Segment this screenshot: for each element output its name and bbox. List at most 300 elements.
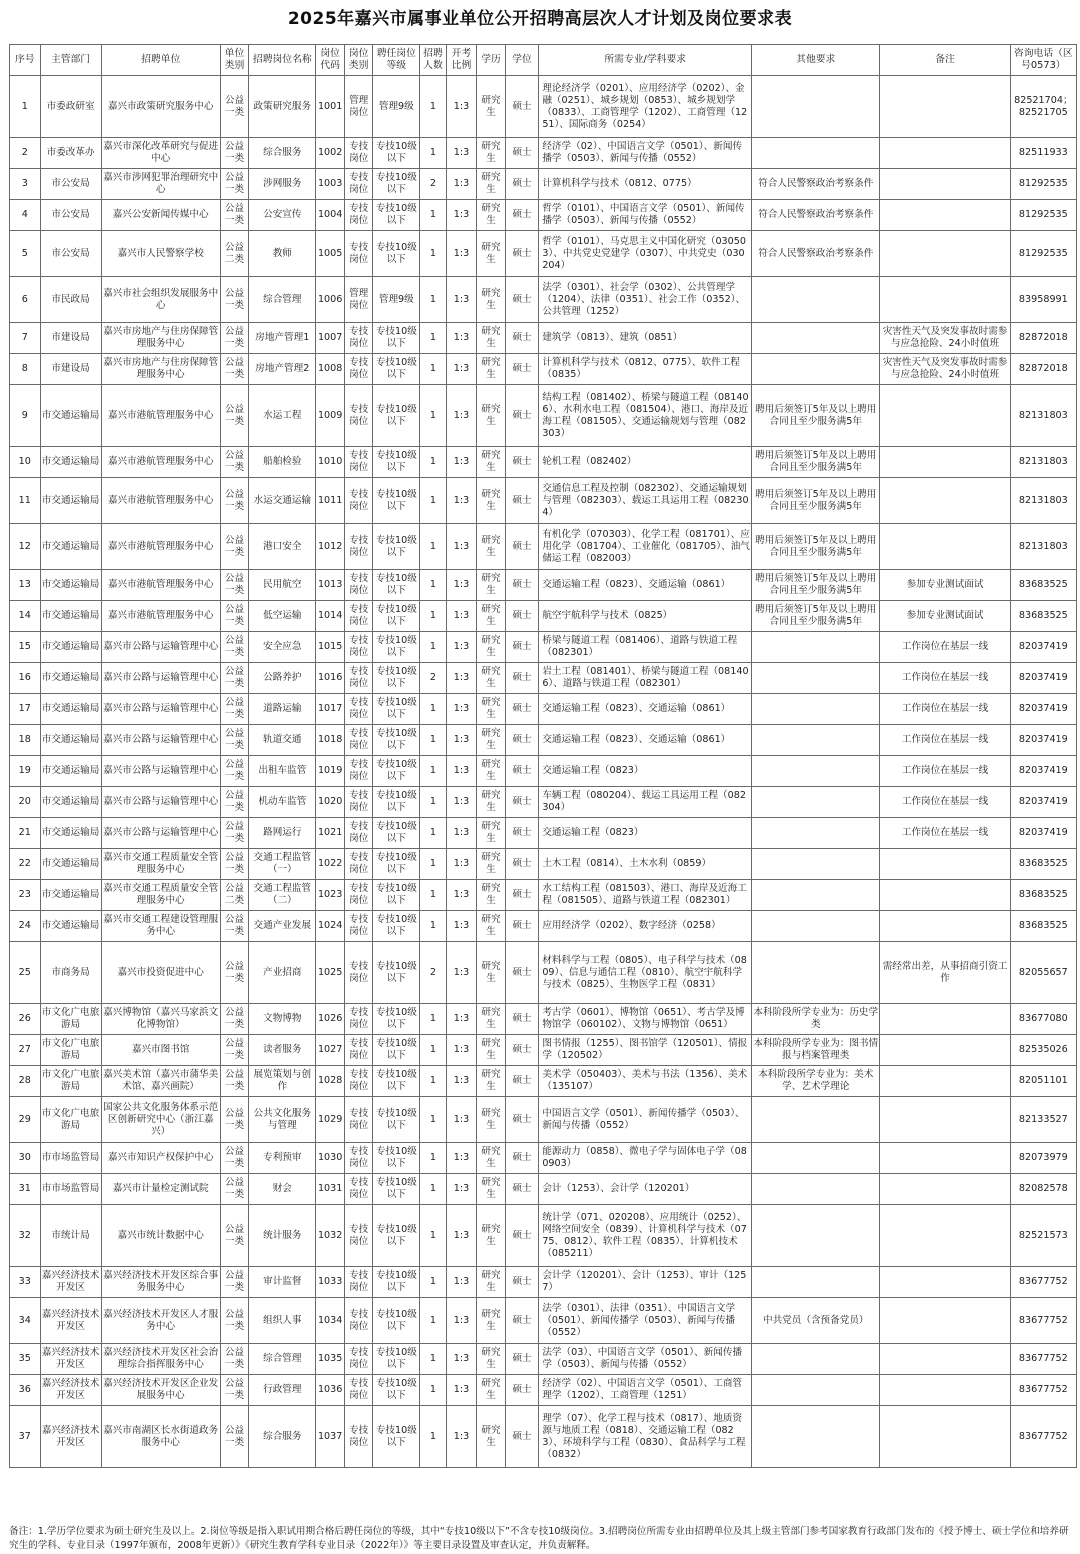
cell-position-code: 1028 bbox=[316, 1066, 345, 1097]
cell-degree: 硕士 bbox=[505, 1375, 539, 1406]
cell-unit: 嘉兴市交通工程质量安全管理服务中心 bbox=[101, 849, 220, 880]
cell-phone: 82037419 bbox=[1010, 694, 1076, 725]
cell-phone: 82131803 bbox=[1010, 447, 1076, 478]
table-row bbox=[10, 277, 1077, 323]
table-row bbox=[10, 694, 1077, 725]
cell-other-requirements bbox=[752, 1375, 880, 1406]
cell-degree: 硕士 bbox=[505, 1174, 539, 1205]
table-row bbox=[10, 1344, 1077, 1375]
cell-department: 市交通运输局 bbox=[40, 570, 101, 601]
cell-seq: 11 bbox=[10, 478, 41, 524]
cell-remarks bbox=[880, 1375, 1010, 1406]
cell-headcount: 1 bbox=[420, 1035, 446, 1066]
cell-degree: 硕士 bbox=[505, 1066, 539, 1097]
table-row bbox=[10, 323, 1077, 354]
cell-phone: 83677752 bbox=[1010, 1298, 1076, 1344]
cell-position-level: 专技10级以下 bbox=[373, 787, 420, 818]
cell-position-code: 1030 bbox=[316, 1143, 345, 1174]
cell-unit-type: 公益一类 bbox=[220, 756, 249, 787]
cell-exam-ratio: 1:3 bbox=[446, 911, 477, 942]
cell-department: 嘉兴经济技术开发区 bbox=[40, 1344, 101, 1375]
cell-position-name: 政策研究服务 bbox=[249, 76, 316, 138]
cell-seq: 29 bbox=[10, 1097, 41, 1143]
cell-major-requirements: 经济学（02）、中国语言文学（0501）、新闻传播学（0503）、新闻与传播（0552） bbox=[539, 138, 752, 169]
page-title: 2025年嘉兴市属事业单位公开招聘高层次人才计划及岗位要求表 bbox=[287, 9, 793, 29]
cell-other-requirements bbox=[752, 849, 880, 880]
cell-remarks bbox=[880, 1035, 1010, 1066]
cell-phone: 83958991 bbox=[1010, 277, 1076, 323]
cell-other-requirements: 符合人民警察政治考察条件 bbox=[752, 231, 880, 277]
cell-position-level: 专技10级以下 bbox=[373, 200, 420, 231]
cell-seq: 8 bbox=[10, 354, 41, 385]
cell-other-requirements bbox=[752, 1097, 880, 1143]
cell-department: 市市场监管局 bbox=[40, 1174, 101, 1205]
cell-seq: 18 bbox=[10, 725, 41, 756]
table-row bbox=[10, 447, 1077, 478]
cell-degree: 硕士 bbox=[505, 1344, 539, 1375]
cell-unit-type: 公益一类 bbox=[220, 354, 249, 385]
cell-phone: 83683525 bbox=[1010, 849, 1076, 880]
cell-unit-type: 公益一类 bbox=[220, 1174, 249, 1205]
table-row bbox=[10, 138, 1077, 169]
cell-position-code: 1010 bbox=[316, 447, 345, 478]
cell-position-category: 专技岗位 bbox=[344, 1344, 373, 1375]
cell-position-category: 管理岗位 bbox=[344, 277, 373, 323]
cell-position-level: 专技10级以下 bbox=[373, 1066, 420, 1097]
cell-unit-type: 公益一类 bbox=[220, 1205, 249, 1267]
cell-other-requirements bbox=[752, 1344, 880, 1375]
table-row bbox=[10, 1097, 1077, 1143]
cell-phone: 82037419 bbox=[1010, 725, 1076, 756]
cell-position-category: 专技岗位 bbox=[344, 1143, 373, 1174]
cell-position-name: 路网运行 bbox=[249, 818, 316, 849]
cell-position-name: 出租车监管 bbox=[249, 756, 316, 787]
cell-position-code: 1017 bbox=[316, 694, 345, 725]
cell-major-requirements: 桥梁与隧道工程（081406）、道路与铁道工程（082301） bbox=[539, 632, 752, 663]
cell-major-requirements: 理论经济学（0201）、应用经济学（0202）、金融（0251）、城乡规划（0853）、城乡规划学（0833）、工商管理学（1202）、工商管理（1251）、国际商务（0254） bbox=[539, 76, 752, 138]
cell-remarks: 工作岗位在基层一线 bbox=[880, 787, 1010, 818]
cell-unit-type: 公益一类 bbox=[220, 323, 249, 354]
cell-position-name: 房地产管理2 bbox=[249, 354, 316, 385]
cell-education: 研究生 bbox=[477, 385, 506, 447]
cell-exam-ratio: 1:3 bbox=[446, 1298, 477, 1344]
cell-seq: 24 bbox=[10, 911, 41, 942]
cell-degree: 硕士 bbox=[505, 478, 539, 524]
cell-exam-ratio: 1:3 bbox=[446, 478, 477, 524]
cell-position-name: 公共文化服务与管理 bbox=[249, 1097, 316, 1143]
cell-remarks bbox=[880, 1097, 1010, 1143]
cell-unit-type: 公益一类 bbox=[220, 169, 249, 200]
cell-unit: 嘉兴市计量检定测试院 bbox=[101, 1174, 220, 1205]
cell-headcount: 2 bbox=[420, 169, 446, 200]
table-row bbox=[10, 818, 1077, 849]
cell-headcount: 1 bbox=[420, 1344, 446, 1375]
cell-major-requirements: 交通运输工程（0823）、交通运输（0861） bbox=[539, 570, 752, 601]
cell-position-code: 1032 bbox=[316, 1205, 345, 1267]
cell-position-name: 综合服务 bbox=[249, 1406, 316, 1468]
cell-position-level: 专技10级以下 bbox=[373, 1375, 420, 1406]
cell-phone: 83683525 bbox=[1010, 880, 1076, 911]
cell-department: 市公安局 bbox=[40, 231, 101, 277]
cell-remarks: 工作岗位在基层一线 bbox=[880, 694, 1010, 725]
cell-other-requirements bbox=[752, 1205, 880, 1267]
cell-position-code: 1023 bbox=[316, 880, 345, 911]
cell-exam-ratio: 1:3 bbox=[446, 323, 477, 354]
cell-remarks: 需经常出差，从事招商引资工作 bbox=[880, 942, 1010, 1004]
cell-headcount: 1 bbox=[420, 478, 446, 524]
cell-remarks bbox=[880, 1174, 1010, 1205]
cell-exam-ratio: 1:3 bbox=[446, 524, 477, 570]
cell-position-category: 专技岗位 bbox=[344, 942, 373, 1004]
cell-exam-ratio: 1:3 bbox=[446, 1143, 477, 1174]
cell-unit-type: 公益一类 bbox=[220, 1066, 249, 1097]
cell-unit-type: 公益一类 bbox=[220, 200, 249, 231]
cell-unit-type: 公益一类 bbox=[220, 1298, 249, 1344]
cell-phone: 82051101 bbox=[1010, 1066, 1076, 1097]
column-header-position-name: 招聘岗位名称 bbox=[249, 45, 316, 76]
cell-department: 市交通运输局 bbox=[40, 478, 101, 524]
cell-education: 研究生 bbox=[477, 632, 506, 663]
cell-education: 研究生 bbox=[477, 1298, 506, 1344]
table-row bbox=[10, 385, 1077, 447]
cell-position-level: 专技10级以下 bbox=[373, 1143, 420, 1174]
cell-seq: 27 bbox=[10, 1035, 41, 1066]
cell-position-category: 专技岗位 bbox=[344, 880, 373, 911]
cell-unit: 嘉兴市房地产与住房保障管理服务中心 bbox=[101, 323, 220, 354]
cell-other-requirements bbox=[752, 911, 880, 942]
column-header-degree: 学位 bbox=[505, 45, 539, 76]
cell-degree: 硕士 bbox=[505, 1035, 539, 1066]
cell-position-category: 专技岗位 bbox=[344, 231, 373, 277]
cell-position-code: 1034 bbox=[316, 1298, 345, 1344]
cell-major-requirements: 法学（0301）、法律（0351）、中国语言文学（0501）、新闻传播学（0503）、新闻与传播（0552） bbox=[539, 1298, 752, 1344]
cell-degree: 硕士 bbox=[505, 76, 539, 138]
cell-position-name: 房地产管理1 bbox=[249, 323, 316, 354]
cell-headcount: 1 bbox=[420, 632, 446, 663]
cell-position-category: 专技岗位 bbox=[344, 787, 373, 818]
cell-remarks bbox=[880, 849, 1010, 880]
cell-education: 研究生 bbox=[477, 725, 506, 756]
cell-education: 研究生 bbox=[477, 76, 506, 138]
cell-position-category: 专技岗位 bbox=[344, 323, 373, 354]
cell-other-requirements bbox=[752, 632, 880, 663]
cell-department: 市公安局 bbox=[40, 169, 101, 200]
cell-remarks bbox=[880, 1066, 1010, 1097]
cell-position-code: 1022 bbox=[316, 849, 345, 880]
cell-education: 研究生 bbox=[477, 880, 506, 911]
cell-position-name: 涉网服务 bbox=[249, 169, 316, 200]
cell-education: 研究生 bbox=[477, 1004, 506, 1035]
cell-exam-ratio: 1:3 bbox=[446, 725, 477, 756]
cell-degree: 硕士 bbox=[505, 570, 539, 601]
cell-position-name: 道路运输 bbox=[249, 694, 316, 725]
cell-unit-type: 公益一类 bbox=[220, 694, 249, 725]
cell-position-code: 1012 bbox=[316, 524, 345, 570]
cell-exam-ratio: 1:3 bbox=[446, 277, 477, 323]
cell-position-name: 水运交通运输 bbox=[249, 478, 316, 524]
cell-unit-type: 公益一类 bbox=[220, 1097, 249, 1143]
cell-position-level: 专技10级以下 bbox=[373, 570, 420, 601]
cell-exam-ratio: 1:3 bbox=[446, 880, 477, 911]
cell-department: 市委改革办 bbox=[40, 138, 101, 169]
cell-unit-type: 公益一类 bbox=[220, 1344, 249, 1375]
cell-unit-type: 公益一类 bbox=[220, 570, 249, 601]
cell-position-category: 专技岗位 bbox=[344, 1035, 373, 1066]
cell-headcount: 1 bbox=[420, 200, 446, 231]
cell-position-code: 1033 bbox=[316, 1267, 345, 1298]
cell-position-level: 专技10级以下 bbox=[373, 849, 420, 880]
cell-department: 市公安局 bbox=[40, 200, 101, 231]
cell-major-requirements: 有机化学（070303）、化学工程（081701）、应用化学（081704）、工业催化（081705）、油气储运工程（082003） bbox=[539, 524, 752, 570]
cell-exam-ratio: 1:3 bbox=[446, 200, 477, 231]
cell-phone: 82037419 bbox=[1010, 787, 1076, 818]
cell-exam-ratio: 1:3 bbox=[446, 231, 477, 277]
cell-headcount: 1 bbox=[420, 818, 446, 849]
cell-position-name: 船舶检验 bbox=[249, 447, 316, 478]
cell-degree: 硕士 bbox=[505, 601, 539, 632]
cell-remarks: 参加专业测试面试 bbox=[880, 601, 1010, 632]
cell-exam-ratio: 1:3 bbox=[446, 1267, 477, 1298]
cell-department: 市交通运输局 bbox=[40, 447, 101, 478]
cell-department: 市文化广电旅游局 bbox=[40, 1035, 101, 1066]
cell-headcount: 2 bbox=[420, 663, 446, 694]
cell-other-requirements bbox=[752, 1406, 880, 1468]
cell-unit-type: 公益一类 bbox=[220, 524, 249, 570]
cell-degree: 硕士 bbox=[505, 354, 539, 385]
column-header-exam-ratio: 开考比例 bbox=[446, 45, 477, 76]
cell-other-requirements: 聘用后须签订5年及以上聘用合同且至少服务满5年 bbox=[752, 570, 880, 601]
cell-position-code: 1035 bbox=[316, 1344, 345, 1375]
cell-seq: 26 bbox=[10, 1004, 41, 1035]
cell-seq: 21 bbox=[10, 818, 41, 849]
cell-phone: 82511933 bbox=[1010, 138, 1076, 169]
cell-phone: 82082578 bbox=[1010, 1174, 1076, 1205]
cell-unit: 嘉兴市交通工程建设管理服务中心 bbox=[101, 911, 220, 942]
cell-other-requirements bbox=[752, 694, 880, 725]
cell-degree: 硕士 bbox=[505, 385, 539, 447]
cell-position-level: 专技10级以下 bbox=[373, 1344, 420, 1375]
cell-unit: 嘉兴市港航管理服务中心 bbox=[101, 385, 220, 447]
cell-degree: 硕士 bbox=[505, 911, 539, 942]
cell-department: 市交通运输局 bbox=[40, 524, 101, 570]
cell-remarks: 灾害性天气及突发事故时需参与应急抢险、24小时值班 bbox=[880, 354, 1010, 385]
cell-phone: 83677752 bbox=[1010, 1267, 1076, 1298]
cell-phone: 82073979 bbox=[1010, 1143, 1076, 1174]
cell-position-code: 1013 bbox=[316, 570, 345, 601]
cell-position-code: 1018 bbox=[316, 725, 345, 756]
cell-remarks: 灾害性天气及突发事故时需参与应急抢险、24小时值班 bbox=[880, 323, 1010, 354]
table-row bbox=[10, 1406, 1077, 1468]
cell-exam-ratio: 1:3 bbox=[446, 1205, 477, 1267]
cell-exam-ratio: 1:3 bbox=[446, 818, 477, 849]
cell-seq: 30 bbox=[10, 1143, 41, 1174]
cell-position-code: 1029 bbox=[316, 1097, 345, 1143]
cell-other-requirements: 符合人民警察政治考察条件 bbox=[752, 200, 880, 231]
table-body bbox=[10, 76, 1077, 1468]
cell-department: 嘉兴经济技术开发区 bbox=[40, 1298, 101, 1344]
cell-unit: 嘉兴博物馆（嘉兴马家浜文化博物馆） bbox=[101, 1004, 220, 1035]
cell-department: 市交通运输局 bbox=[40, 601, 101, 632]
cell-position-category: 专技岗位 bbox=[344, 756, 373, 787]
cell-headcount: 1 bbox=[420, 323, 446, 354]
cell-seq: 32 bbox=[10, 1205, 41, 1267]
cell-degree: 硕士 bbox=[505, 524, 539, 570]
cell-position-category: 专技岗位 bbox=[344, 1375, 373, 1406]
cell-position-name: 产业招商 bbox=[249, 942, 316, 1004]
cell-position-level: 专技10级以下 bbox=[373, 1406, 420, 1468]
cell-position-category: 专技岗位 bbox=[344, 385, 373, 447]
header-row bbox=[10, 45, 1077, 76]
cell-position-code: 1003 bbox=[316, 169, 345, 200]
cell-position-level: 专技10级以下 bbox=[373, 138, 420, 169]
cell-phone: 82131803 bbox=[1010, 385, 1076, 447]
column-header-seq: 序号 bbox=[10, 45, 41, 76]
cell-major-requirements: 中国语言文学（0501）、新闻传播学（0503）、新闻与传播（0552） bbox=[539, 1097, 752, 1143]
cell-position-category: 专技岗位 bbox=[344, 478, 373, 524]
cell-education: 研究生 bbox=[477, 570, 506, 601]
cell-position-code: 1026 bbox=[316, 1004, 345, 1035]
cell-position-name: 综合服务 bbox=[249, 138, 316, 169]
cell-department: 市交通运输局 bbox=[40, 911, 101, 942]
cell-department: 市商务局 bbox=[40, 942, 101, 1004]
cell-position-name: 机动车监管 bbox=[249, 787, 316, 818]
cell-remarks bbox=[880, 478, 1010, 524]
cell-education: 研究生 bbox=[477, 756, 506, 787]
cell-unit: 嘉兴美术馆（嘉兴市蒲华美术馆、嘉兴画院） bbox=[101, 1066, 220, 1097]
cell-headcount: 1 bbox=[420, 1066, 446, 1097]
cell-headcount: 1 bbox=[420, 880, 446, 911]
cell-exam-ratio: 1:3 bbox=[446, 1066, 477, 1097]
cell-other-requirements: 聘用后须签订5年及以上聘用合同且至少服务满5年 bbox=[752, 524, 880, 570]
cell-degree: 硕士 bbox=[505, 1004, 539, 1035]
table-row bbox=[10, 880, 1077, 911]
cell-remarks: 参加专业测试面试 bbox=[880, 570, 1010, 601]
cell-position-code: 1037 bbox=[316, 1406, 345, 1468]
cell-unit: 嘉兴市公路与运输管理中心 bbox=[101, 818, 220, 849]
cell-position-code: 1002 bbox=[316, 138, 345, 169]
cell-remarks bbox=[880, 1344, 1010, 1375]
cell-seq: 12 bbox=[10, 524, 41, 570]
cell-other-requirements bbox=[752, 725, 880, 756]
table-row bbox=[10, 478, 1077, 524]
cell-phone: 82131803 bbox=[1010, 524, 1076, 570]
cell-position-name: 公安宣传 bbox=[249, 200, 316, 231]
cell-degree: 硕士 bbox=[505, 880, 539, 911]
cell-other-requirements: 本科阶段所学专业为：美术学、艺术学理论 bbox=[752, 1066, 880, 1097]
cell-position-category: 专技岗位 bbox=[344, 200, 373, 231]
cell-unit-type: 公益一类 bbox=[220, 277, 249, 323]
table-row bbox=[10, 1205, 1077, 1267]
cell-position-category: 专技岗位 bbox=[344, 1205, 373, 1267]
cell-degree: 硕士 bbox=[505, 447, 539, 478]
cell-position-code: 1016 bbox=[316, 663, 345, 694]
column-header-remarks: 备注 bbox=[880, 45, 1010, 76]
cell-other-requirements bbox=[752, 756, 880, 787]
column-header-other-requirements: 其他要求 bbox=[752, 45, 880, 76]
cell-position-level: 管理9级 bbox=[373, 277, 420, 323]
cell-unit: 嘉兴经济技术开发区综合事务服务中心 bbox=[101, 1267, 220, 1298]
cell-education: 研究生 bbox=[477, 1344, 506, 1375]
cell-seq: 14 bbox=[10, 601, 41, 632]
cell-headcount: 1 bbox=[420, 1143, 446, 1174]
cell-position-category: 专技岗位 bbox=[344, 447, 373, 478]
cell-other-requirements bbox=[752, 323, 880, 354]
cell-degree: 硕士 bbox=[505, 1406, 539, 1468]
cell-phone: 81292535 bbox=[1010, 231, 1076, 277]
cell-remarks: 工作岗位在基层一线 bbox=[880, 632, 1010, 663]
cell-other-requirements bbox=[752, 354, 880, 385]
cell-seq: 2 bbox=[10, 138, 41, 169]
cell-exam-ratio: 1:3 bbox=[446, 1097, 477, 1143]
cell-major-requirements: 法学（03）、中国语言文学（0501）、新闻传播学（0503）、新闻与传播（0552） bbox=[539, 1344, 752, 1375]
cell-seq: 7 bbox=[10, 323, 41, 354]
cell-exam-ratio: 1:3 bbox=[446, 354, 477, 385]
cell-unit-type: 公益一类 bbox=[220, 818, 249, 849]
cell-seq: 36 bbox=[10, 1375, 41, 1406]
cell-degree: 硕士 bbox=[505, 200, 539, 231]
cell-position-name: 综合管理 bbox=[249, 277, 316, 323]
cell-position-level: 专技10级以下 bbox=[373, 478, 420, 524]
cell-degree: 硕士 bbox=[505, 725, 539, 756]
column-header-unit: 招聘单位 bbox=[101, 45, 220, 76]
cell-position-name: 审计监督 bbox=[249, 1267, 316, 1298]
cell-major-requirements: 交通运输工程（0823） bbox=[539, 818, 752, 849]
cell-degree: 硕士 bbox=[505, 1298, 539, 1344]
cell-position-name: 交通工程监管（二） bbox=[249, 880, 316, 911]
cell-position-code: 1005 bbox=[316, 231, 345, 277]
cell-position-level: 专技10级以下 bbox=[373, 524, 420, 570]
cell-unit-type: 公益一类 bbox=[220, 942, 249, 1004]
cell-position-level: 专技10级以下 bbox=[373, 663, 420, 694]
cell-position-level: 专技10级以下 bbox=[373, 1174, 420, 1205]
cell-exam-ratio: 1:3 bbox=[446, 1174, 477, 1205]
cell-department: 市文化广电旅游局 bbox=[40, 1066, 101, 1097]
cell-unit-type: 公益一类 bbox=[220, 478, 249, 524]
cell-unit-type: 公益一类 bbox=[220, 601, 249, 632]
cell-exam-ratio: 1:3 bbox=[446, 385, 477, 447]
cell-unit-type: 公益一类 bbox=[220, 663, 249, 694]
cell-phone: 82037419 bbox=[1010, 663, 1076, 694]
cell-position-category: 专技岗位 bbox=[344, 694, 373, 725]
cell-other-requirements bbox=[752, 787, 880, 818]
column-header-unit-type: 单位类别 bbox=[220, 45, 249, 76]
cell-position-name: 文物博物 bbox=[249, 1004, 316, 1035]
cell-phone: 81292535 bbox=[1010, 169, 1076, 200]
cell-exam-ratio: 1:3 bbox=[446, 76, 477, 138]
cell-major-requirements: 土木工程（0814）、土木水利（0859） bbox=[539, 849, 752, 880]
cell-education: 研究生 bbox=[477, 1143, 506, 1174]
cell-department: 市交通运输局 bbox=[40, 725, 101, 756]
table-row bbox=[10, 1066, 1077, 1097]
cell-position-code: 1025 bbox=[316, 942, 345, 1004]
cell-headcount: 1 bbox=[420, 1267, 446, 1298]
cell-position-name: 交通产业发展 bbox=[249, 911, 316, 942]
cell-position-level: 专技10级以下 bbox=[373, 756, 420, 787]
cell-headcount: 1 bbox=[420, 849, 446, 880]
cell-seq: 6 bbox=[10, 277, 41, 323]
cell-degree: 硕士 bbox=[505, 323, 539, 354]
cell-position-category: 专技岗位 bbox=[344, 138, 373, 169]
cell-major-requirements: 哲学（0101）、中国语言文学（0501）、新闻传播学（0503）、新闻与传播（0552） bbox=[539, 200, 752, 231]
cell-unit: 嘉兴市图书馆 bbox=[101, 1035, 220, 1066]
cell-unit: 嘉兴市深化改革研究与促进中心 bbox=[101, 138, 220, 169]
cell-major-requirements: 轮机工程（082402） bbox=[539, 447, 752, 478]
cell-seq: 3 bbox=[10, 169, 41, 200]
cell-position-level: 专技10级以下 bbox=[373, 942, 420, 1004]
cell-degree: 硕士 bbox=[505, 1205, 539, 1267]
cell-department: 市交通运输局 bbox=[40, 787, 101, 818]
cell-seq: 22 bbox=[10, 849, 41, 880]
